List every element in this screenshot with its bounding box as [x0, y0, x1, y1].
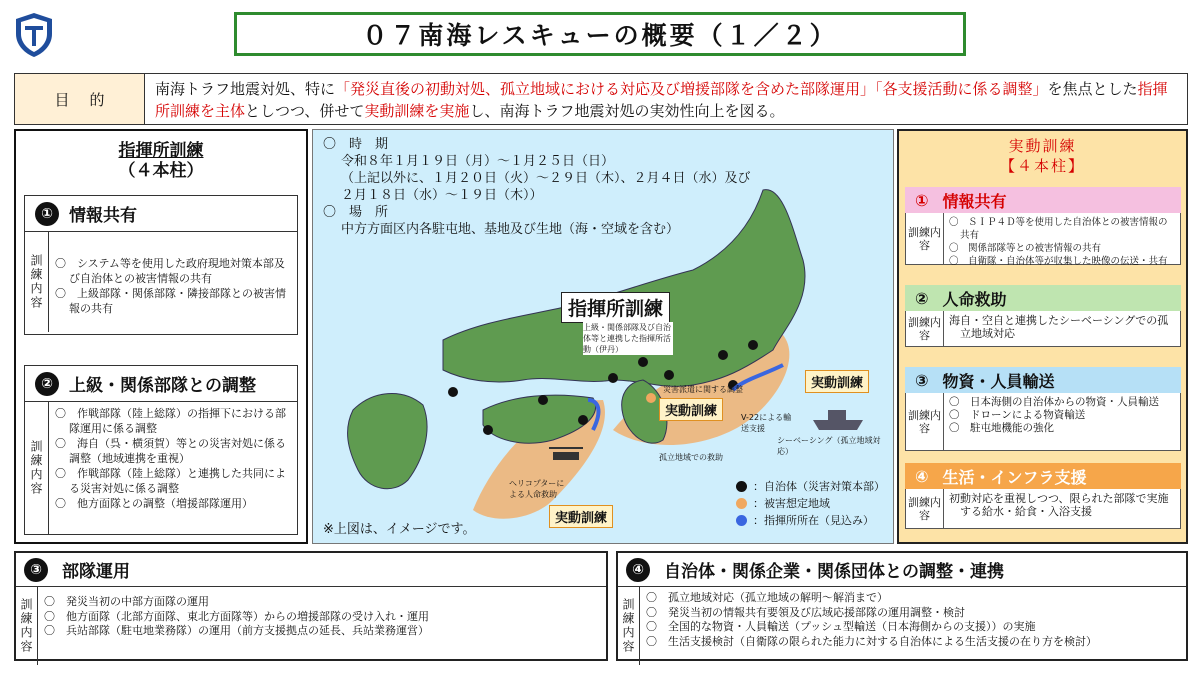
- right-heading-sub: 【４本柱】: [999, 157, 1085, 175]
- purpose-label: 目的: [15, 74, 145, 124]
- section-number: ②: [915, 288, 929, 308]
- page-title: ０７南海レスキューの概要（１／２）: [234, 12, 966, 56]
- list-item: 〇 発災当初の中部方面隊の運用: [44, 595, 209, 608]
- list-item: 〇 海自（呉・横須賀）等との災害対処に係る調整（地域連携を重視）: [55, 437, 286, 465]
- city-dot: [483, 425, 493, 435]
- list-item: 〇 他方面隊（北部方面隊、東北方面隊等）からの増援部隊の受け入れ・運用: [44, 609, 429, 623]
- right-section-3-title: [905, 367, 1181, 393]
- field-training-label: 実動訓練: [805, 370, 869, 393]
- section-number: ③: [915, 370, 929, 390]
- bottom-section-4-content: [618, 587, 1186, 665]
- city-dot: [578, 415, 588, 425]
- section-title-text: 人命救助: [942, 289, 1007, 309]
- bottom-section-3-content: [16, 587, 606, 665]
- kunren-label: 訓練内容: [618, 587, 640, 665]
- legend-text: ：自治体（災害対策本部）: [753, 480, 885, 493]
- purpose-text: [145, 74, 1187, 124]
- map-area: [312, 129, 894, 544]
- place-label: 〇 場 所: [323, 205, 389, 220]
- legend-item: [736, 512, 885, 529]
- kunren-label: 訓練内容: [25, 232, 49, 332]
- list-item: 初動対応を重視しつつ、限られた部隊で実施する給水・給食・入浴支援: [949, 492, 1169, 518]
- kunren-label: 訓練内容: [16, 587, 38, 665]
- city-dot: [748, 340, 758, 350]
- field-training-label: 実動訓練: [549, 505, 613, 528]
- bottom-section-4-title: [618, 553, 1186, 587]
- right-section-4-content: [905, 489, 1181, 529]
- city-dot: [538, 395, 548, 405]
- section-number: ①: [915, 190, 929, 210]
- purpose-text-part: し、南海トラフ地震対処の実効性向上を図る。: [469, 102, 785, 120]
- list-item: 〇 自衛隊・自治体等が収集した映像の伝送・共有: [949, 256, 1168, 267]
- left-section-2-content: [25, 401, 297, 534]
- right-column-heading: [899, 136, 1186, 176]
- field-training-panel: [897, 129, 1188, 544]
- legend-text: ：指揮所所在（見込み）: [753, 514, 874, 527]
- period-line: 令和８年１月１９日（月）～１月２５日（日）: [341, 154, 615, 169]
- left-section-2: [24, 365, 298, 535]
- ship-icon: [813, 410, 863, 430]
- map-note: ※上図は、イメージです。: [323, 522, 476, 537]
- section-title-text: 生活・インフラ支援: [942, 467, 1087, 487]
- period-line: ２月１８日（水）～１９日（木））: [341, 188, 543, 203]
- list-item: 〇 駐屯地機能の強化: [949, 422, 1054, 434]
- left-heading-title: 指揮所訓練: [118, 141, 204, 161]
- section-number: ④: [626, 558, 650, 582]
- section-number: ③: [24, 558, 48, 582]
- list-item: 〇 上級部隊・関係部隊・隣接部隊との被害情報の共有: [55, 287, 286, 315]
- kunren-label: 訓練内容: [906, 489, 944, 528]
- legend-text: ：被害想定地域: [753, 497, 830, 510]
- purpose-text-part: 「発災直後の初動対処、孤立地域における対応及び増援部隊を含めた部隊運用」「各支援活動に係る調整」: [335, 80, 1048, 98]
- legend-item: [736, 495, 885, 512]
- section-title-text: 情報共有: [69, 206, 137, 226]
- left-section-1: [24, 195, 298, 335]
- place-text: 中方方面区内各駐屯地、基地及び生地（海・空域を含む）: [341, 222, 680, 237]
- legend-item: [736, 478, 885, 495]
- list-item: 海自・空自と連携したシーベーシングでの孤立地域対応: [949, 314, 1169, 340]
- left-section-2-title: [25, 366, 297, 401]
- bottom-section-3: [14, 551, 608, 661]
- right-heading-title: 実動訓練: [1008, 137, 1077, 155]
- list-item: 〇 他方面隊との調整（増援部隊運用）: [55, 497, 253, 510]
- schedule-info: [323, 136, 751, 238]
- purpose-text-part: 実動訓練を実施: [364, 102, 470, 120]
- purpose-text-part: 指揮所訓練を主体: [155, 80, 1168, 120]
- command-post-training-panel: [14, 129, 308, 544]
- purpose-row: [14, 73, 1188, 125]
- purpose-text-part: としつつ、併せて: [245, 102, 365, 120]
- list-item: 〇 日本海側の自治体からの物資・人員輸送: [949, 396, 1159, 408]
- city-dot: [638, 357, 648, 367]
- right-section-3: [905, 367, 1181, 451]
- left-column-heading: [16, 141, 306, 181]
- field-training-label: 実動訓練: [659, 398, 723, 421]
- kyushu-landmass: [348, 394, 427, 489]
- left-section-1-content: [25, 231, 297, 332]
- map-legend: [736, 478, 885, 529]
- right-section-1-title: [905, 187, 1181, 213]
- period-label: 〇 時 期: [323, 137, 389, 152]
- kunren-label: 訓練内容: [906, 213, 944, 264]
- map-annotation: 上級・関係部隊及び自治体等と連携した指揮所活動（伊丹）: [583, 323, 671, 354]
- right-section-2-content: [905, 311, 1181, 347]
- section-title-text: 部隊運用: [62, 562, 130, 582]
- city-dot: [448, 387, 458, 397]
- list-item: 〇 兵站部隊（駐屯地業務隊）の運用（前方支援拠点の延長、兵站業務運営）: [44, 624, 429, 637]
- right-section-2: [905, 285, 1181, 347]
- right-section-3-content: [905, 393, 1181, 451]
- list-item: 〇 システム等を使用した政府現地対策本部及び自治体との被害情報の共有: [55, 257, 285, 285]
- map-annotation: 孤立地域での救助: [659, 453, 723, 462]
- city-dot: [608, 373, 618, 383]
- list-item: 〇 作戦部隊（陸上総隊）の指揮下における部隊運用に係る調整: [55, 407, 286, 435]
- list-item: 〇 生活支援検討（自衛隊の限られた能力に対する自治体による生活支援の在り方を検討）: [646, 634, 1097, 648]
- damage-dot: [646, 393, 656, 403]
- bottom-section-4: [616, 551, 1188, 661]
- right-section-4-title: [905, 463, 1181, 489]
- section-title-text: 自治体・関係企業・関係団体との調整・連携: [664, 562, 1004, 582]
- section-title-text: 情報共有: [942, 191, 1007, 211]
- left-heading-sub: （４本柱）: [118, 161, 204, 181]
- section-number: ②: [35, 372, 59, 396]
- bottom-section-3-title: [16, 553, 606, 587]
- list-item: 〇 全国的な物資・人員輸送（プッシュ型輸送（日本海側からの支援））の実施: [646, 620, 1036, 633]
- right-section-2-title: [905, 285, 1181, 311]
- list-item: 〇 発災当初の情報共有要領及び広域応援部隊の運用調整・検討: [646, 605, 965, 619]
- purpose-text-part: 南海トラフ地震対処、特に: [155, 80, 336, 98]
- city-dot: [664, 370, 674, 380]
- command-post-map-label: 指揮所訓練: [561, 292, 670, 323]
- legend-swatch: [736, 481, 747, 492]
- shield-logo-icon: [14, 12, 54, 58]
- list-item: 〇 関係部隊等との被害情報の共有: [949, 243, 1102, 254]
- section-number: ①: [35, 202, 59, 226]
- map-annotation: 災害派遣に関する調整: [663, 385, 743, 394]
- list-item: 〇 ドローンによる物資輸送: [949, 409, 1086, 421]
- legend-swatch: [736, 515, 747, 526]
- map-annotation: V-22による輸送支援: [741, 413, 792, 433]
- list-item: 〇 作戦部隊（陸上総隊）と連携した共同による災害対処に係る調整: [55, 467, 286, 495]
- map-annotation: ヘリコプターによる人命救助: [509, 479, 565, 499]
- purpose-text-part: を焦点とした: [1047, 80, 1138, 98]
- right-section-1: [905, 187, 1181, 265]
- list-item: 〇 孤立地域対応（孤立地域の解明～解消まで）: [646, 591, 888, 604]
- map-annotation: シーベーシング（孤立地域対応）: [777, 436, 881, 456]
- city-dot: [718, 350, 728, 360]
- kunren-label: 訓練内容: [906, 393, 944, 450]
- section-number: ④: [915, 466, 929, 486]
- right-section-1-content: [905, 213, 1181, 265]
- kunren-label: 訓練内容: [25, 402, 49, 534]
- list-item: 〇 ＳＩＰ４Ｄ等を使用した自治体との被害情報の共有: [949, 217, 1168, 241]
- section-title-text: 上級・関係部隊との調整: [69, 376, 256, 396]
- left-section-1-title: [25, 196, 297, 231]
- period-line: （上記以外に、１月２０日（火）～２９日（木）、２月４日（水）及び: [341, 171, 751, 186]
- section-title-text: 物資・人員輸送: [942, 371, 1055, 391]
- legend-swatch: [736, 498, 747, 509]
- kunren-label: 訓練内容: [906, 311, 944, 346]
- right-section-4: [905, 463, 1181, 529]
